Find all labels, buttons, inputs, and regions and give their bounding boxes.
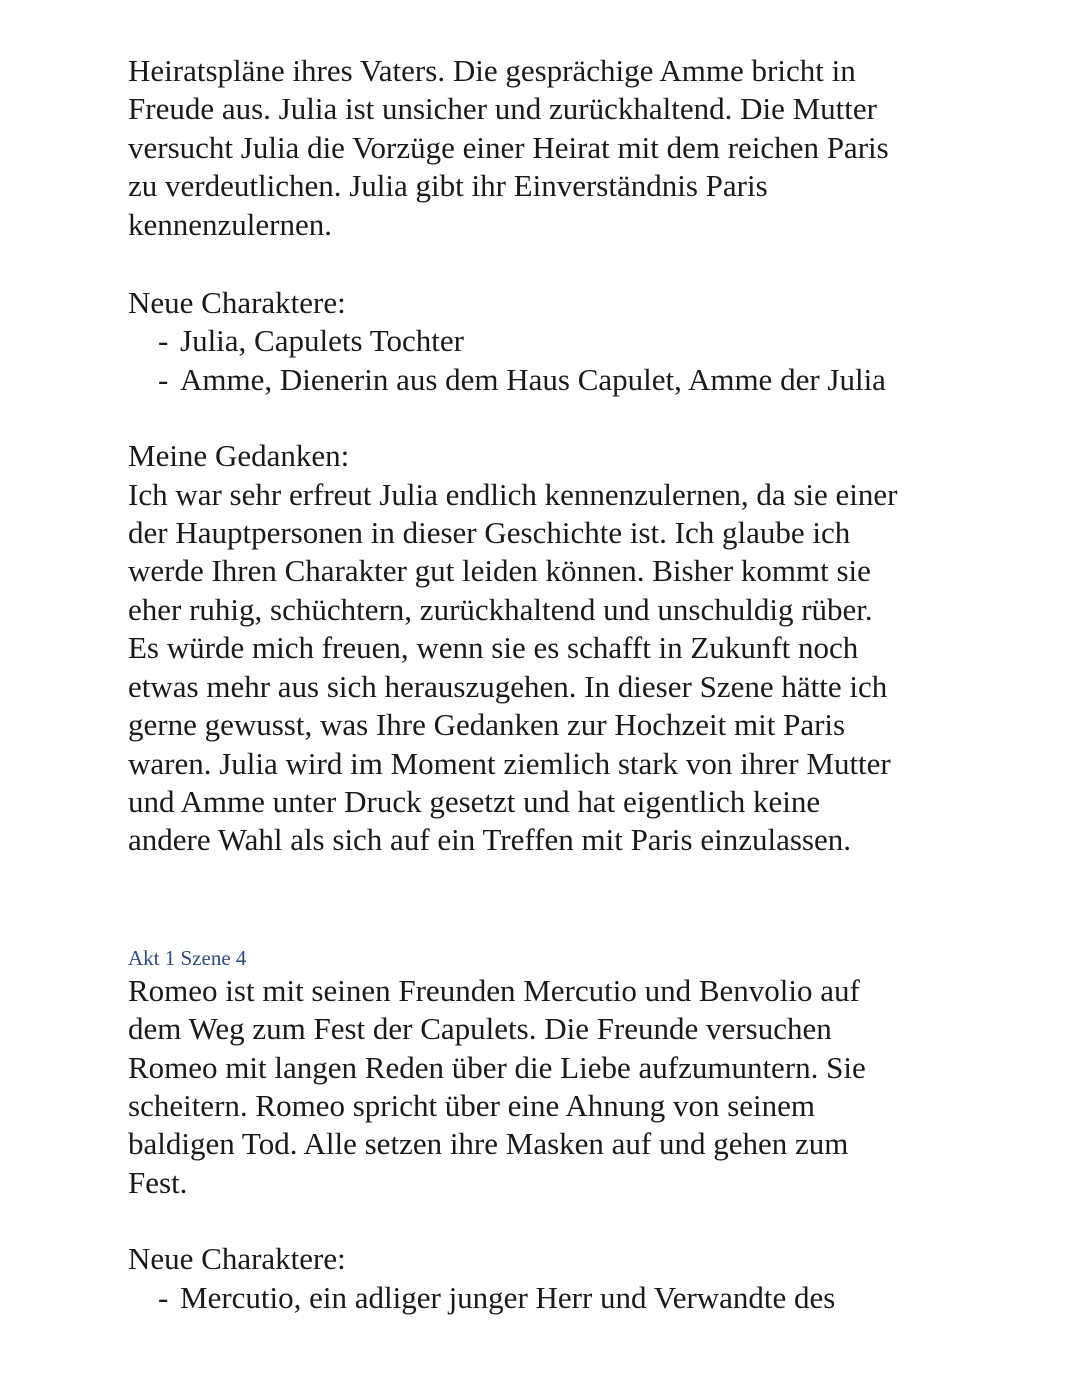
thoughts-text [128, 476, 968, 860]
list-item [128, 1279, 968, 1317]
text-line: Heiratspläne ihres Vaters. Die gesprächige Amme bricht in [128, 53, 856, 88]
text-line: Romeo ist mit seinen Freunden Mercutio und Benvolio auf [128, 972, 860, 1008]
character-text: Julia, Capulets Tochter [180, 323, 464, 359]
text-line: eher ruhig, schüchtern, zurückhaltend und unschuldig rüber. [128, 591, 873, 627]
text-line: dem Weg zum Fest der Capulets. Die Freunde versuchen [128, 1011, 832, 1047]
text-line: gerne gewusst, was Ihre Gedanken zur Hochzeit mit Paris [128, 707, 846, 743]
text-line: etwas mehr aus sich herauszugehen. In dieser Szene hätte ich [128, 668, 888, 704]
text-line: andere Wahl als sich auf ein Treffen mit Paris einzulassen. [128, 822, 851, 858]
text-line: Fest. [128, 1164, 188, 1200]
text-line: und Amme unter Druck gesetzt und hat eigentlich keine [128, 783, 821, 819]
list-marker: - [158, 361, 169, 397]
scene4-summary [128, 972, 968, 1202]
text-line: kennenzulernen. [128, 206, 332, 242]
text-line: der Hauptpersonen in dieser Geschichte ist. Ich glaube ich [128, 515, 851, 551]
document-page [128, 50, 968, 1317]
characters-label: Neue Charaktere: [128, 285, 346, 321]
list-marker: - [158, 1279, 169, 1315]
text-line: waren. Julia wird im Moment ziemlich stark von ihrer Mutter [128, 745, 891, 781]
text-line: zu verdeutlichen. Julia gibt ihr Einverständnis Paris [128, 168, 768, 204]
list-item [128, 361, 968, 399]
text-line: baldigen Tod. Alle setzen ihre Masken auf und gehen zum [128, 1126, 849, 1162]
text-line: Es würde mich freuen, wenn sie es schafft in Zukunft noch [128, 630, 859, 666]
character-text: Amme, Dienerin aus dem Haus Capulet, Amme der Julia [180, 361, 886, 397]
thoughts-label: Meine Gedanken: [128, 438, 350, 474]
characters-label: Neue Charaktere: [128, 1241, 346, 1277]
list-marker: - [158, 323, 169, 359]
scene3-summary [128, 52, 968, 244]
text-line: Ich war sehr erfreut Julia endlich kennenzulernen, da sie einer [128, 476, 898, 512]
list-item [128, 322, 968, 360]
text-line: versucht Julia die Vorzüge einer Heirat mit dem reichen Paris [128, 129, 889, 165]
text-line: werde Ihren Charakter gut leiden können. Bisher kommt sie [128, 553, 871, 589]
characters-list [128, 1279, 968, 1317]
scene4-heading: Akt 1 Szene 4 [128, 945, 247, 970]
character-text: Mercutio, ein adliger junger Herr und Verwandte des [180, 1279, 836, 1315]
text-line: Freude aus. Julia ist unsicher und zurückhaltend. Die Mutter [128, 91, 877, 127]
characters-list [128, 322, 968, 399]
text-line: scheitern. Romeo spricht über eine Ahnung von seinem [128, 1087, 816, 1123]
text-line: Romeo mit langen Reden über die Liebe aufzumuntern. Sie [128, 1049, 866, 1085]
